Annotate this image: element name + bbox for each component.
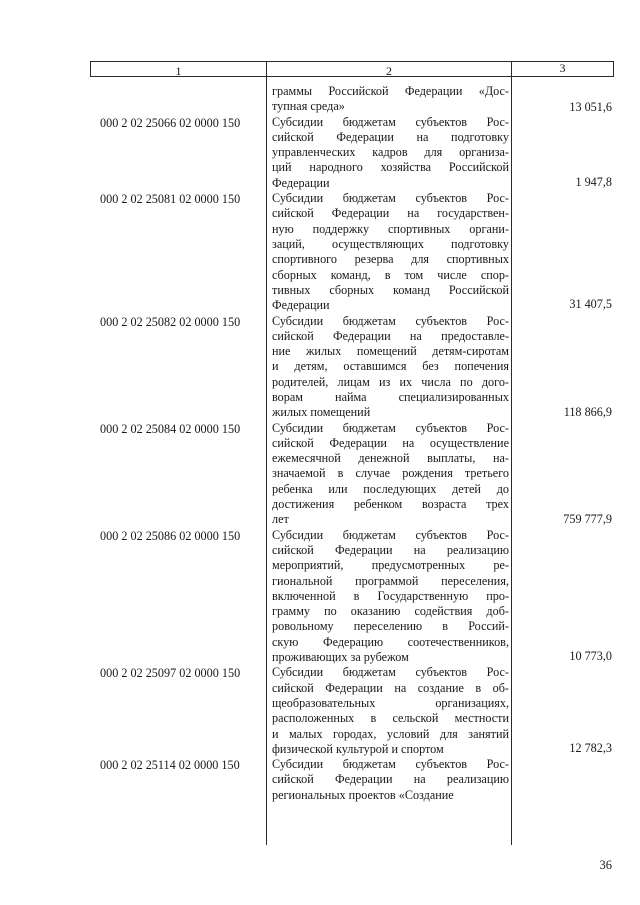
description-line: Субсидии бюджетам субъектов Рос- bbox=[272, 665, 509, 680]
column-header-3: 3 bbox=[559, 61, 566, 75]
description-line: сийской Федерации на подготовку bbox=[272, 129, 509, 144]
description-line: тупная среда» bbox=[272, 99, 345, 114]
description-line: Субсидии бюджетам субъектов Рос- bbox=[272, 420, 509, 435]
description-line: включенной в Государственную про- bbox=[272, 588, 509, 603]
description-line: сийской Федерации на предоставле- bbox=[272, 328, 509, 343]
description-line: мероприятий, предусмотренных ре- bbox=[272, 558, 509, 573]
amount-cell: 1 947,8 bbox=[575, 175, 612, 190]
description-line: ежемесячной денежной выплаты, на- bbox=[272, 451, 509, 466]
continued-description bbox=[272, 84, 509, 115]
description-line: граммы Российской Федерации «Дос- bbox=[272, 84, 509, 98]
amount-cell: 12 782,3 bbox=[569, 741, 612, 756]
budget-code: 000 2 02 25086 02 0000 150 bbox=[100, 528, 241, 543]
row-description bbox=[272, 757, 509, 803]
description-line: Субсидии бюджетам субъектов Рос- bbox=[272, 191, 509, 206]
description-line: сийской Федерации на государствен- bbox=[272, 206, 509, 221]
row-description bbox=[272, 314, 509, 421]
amount-cell: 118 866,9 bbox=[563, 404, 612, 419]
row-description bbox=[272, 665, 509, 757]
budget-code: 000 2 02 25066 02 0000 150 bbox=[100, 115, 241, 130]
description-line: Федерации bbox=[272, 175, 330, 190]
row-description bbox=[272, 115, 509, 191]
description-line: расположенных в сельской местности bbox=[272, 711, 509, 726]
amount-cell: 10 773,0 bbox=[569, 649, 612, 664]
description-line: ние жилых помещений детям-сиротам bbox=[272, 344, 509, 359]
description-line: региональных проектов «Создание bbox=[272, 787, 454, 802]
description-line: ровольному переселению в Россий- bbox=[272, 619, 509, 634]
description-line: грамму по оказанию содействия доб- bbox=[272, 604, 509, 619]
budget-code: 000 2 02 25114 02 0000 150 bbox=[100, 758, 240, 773]
description-line: Субсидии бюджетам субъектов Рос- bbox=[272, 313, 509, 328]
row-description bbox=[272, 528, 509, 666]
column-header-1: 1 bbox=[175, 64, 182, 78]
column-header-2: 2 bbox=[386, 64, 392, 78]
description-line: и детям, оставшимся без попечения bbox=[272, 359, 509, 374]
description-line: физической культурой и спортом bbox=[272, 741, 444, 756]
amount-cell: 13 051,6 bbox=[569, 100, 612, 114]
description-line: спортивного резерва для спортивных bbox=[272, 252, 509, 267]
description-line: управленческих кадров для организа- bbox=[272, 145, 509, 160]
budget-code: 000 2 02 25082 02 0000 150 bbox=[100, 314, 241, 329]
description-line: ребенка или последующих детей до bbox=[272, 481, 509, 496]
description-line: тивных сборных команд Российской bbox=[272, 282, 509, 297]
description-line: щеобразовательных организациях, bbox=[272, 695, 509, 710]
description-line: родителей, лицам из их числа по дого- bbox=[272, 374, 509, 389]
description-line: проживающих за рубежом bbox=[272, 650, 409, 665]
description-line: сийской Федерации на реализацию bbox=[272, 772, 509, 787]
description-line: сийской Федерации на реализацию bbox=[272, 542, 509, 557]
description-line: заций, осуществляющих подготовку bbox=[272, 236, 509, 251]
budget-code: 000 2 02 25081 02 0000 150 bbox=[100, 192, 241, 207]
description-line: сборных команд, в том числе спор- bbox=[272, 267, 509, 282]
description-line: Субсидии бюджетам субъектов Рос- bbox=[272, 757, 509, 772]
description-line: достижения ребенком возраста трех bbox=[272, 497, 509, 512]
description-line: сийской Федерации на создание в об- bbox=[272, 680, 509, 695]
row-description bbox=[272, 421, 509, 528]
description-line: и малых городах, условий для занятий bbox=[272, 726, 509, 741]
description-line: Субсидии бюджетам субъектов Рос- bbox=[272, 527, 509, 542]
budget-code: 000 2 02 25097 02 0000 150 bbox=[100, 666, 241, 681]
page-number: 36 bbox=[599, 858, 612, 872]
description-line: ную поддержку спортивных органи- bbox=[272, 221, 509, 236]
description-line: скую Федерацию соотечественников, bbox=[272, 634, 509, 649]
description-line: жилых помещений bbox=[272, 405, 371, 420]
amount-cell: 31 407,5 bbox=[569, 297, 612, 312]
description-line: ций народного хозяйства Российской bbox=[272, 160, 509, 175]
table-col-divider-1 bbox=[266, 61, 267, 845]
description-line: значаемой в случае рождения третьего bbox=[272, 466, 509, 481]
description-line: гиональной программой переселения, bbox=[272, 573, 509, 588]
amount-cell: 759 777,9 bbox=[563, 511, 612, 526]
description-line: ворам найма специализированных bbox=[272, 389, 509, 404]
description-line: Субсидии бюджетам субъектов Рос- bbox=[272, 114, 509, 129]
row-description bbox=[272, 191, 509, 313]
description-line: сийской Федерации на осуществление bbox=[272, 435, 509, 450]
description-line: Федерации bbox=[272, 298, 330, 313]
budget-code: 000 2 02 25084 02 0000 150 bbox=[100, 421, 241, 436]
table-right-border bbox=[613, 61, 614, 77]
description-line: лет bbox=[272, 512, 289, 527]
